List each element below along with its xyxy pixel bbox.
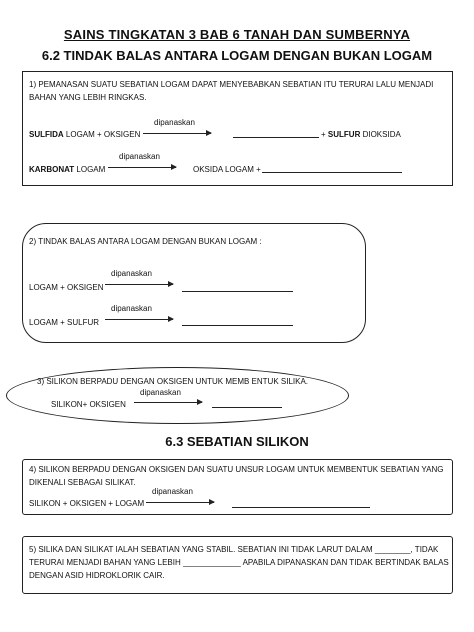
answer-blank[interactable] [212,407,282,408]
section-heading-6-2: 6.2 TINDAK BALAS ANTARA LOGAM DENGAN BUKAN LOGAM [41,48,433,63]
answer-blank[interactable] [182,291,293,292]
reactant-logam-sulfur: LOGAM + SULFUR [29,318,100,327]
arrow-label: dipanaskan [152,487,193,496]
answer-blank[interactable] [232,507,370,508]
arrow-label: dipanaskan [111,304,152,313]
answer-blank[interactable] [233,137,319,138]
page-title: SAINS TINGKATAN 3 BAB 6 TANAH DAN SUMBERNYA [63,27,411,42]
reactant-silikon-oksigen-logam: SILIKON + OKSIGEN + LOGAM [29,499,145,508]
question-2-text: 2) TINDAK BALAS ANTARA LOGAM DENGAN BUKAN LOGAM : [29,237,262,246]
answer-blank[interactable] [182,325,293,326]
section-heading-6-3: 6.3 SEBATIAN SILIKON [165,434,309,449]
reaction-arrow [146,502,214,503]
product-oksida-logam: OKSIDA LOGAM + [193,165,261,174]
arrow-label: dipanaskan [119,152,160,161]
question-1-text: 1) PEMANASAN SUATU SEBATIAN LOGAM DAPAT MENYEBABKAN SEBATIAN ITU TERURAI LALU MENJADI BAHAN YANG LEBIH RINGKAS. [29,80,434,102]
reaction-arrow [105,319,173,320]
answer-blank[interactable]: _____________ [182,558,241,567]
arrow-label: dipanaskan [111,269,152,278]
arrow-label: dipanaskan [140,388,181,397]
reaction-arrow [134,402,202,403]
reactant-karbonat: KARBONAT LOGAM [29,165,106,174]
reactant-logam-oksigen: LOGAM + OKSIGEN [29,283,104,292]
product-sulfur-dioksida: + SULFUR DIOKSIDA [321,130,401,139]
answer-blank[interactable]: ________ [374,545,411,554]
question-4-text: 4) SILIKON BERPADU DENGAN OKSIGEN DAN SUATU UNSUR LOGAM UNTUK MEMBENTUK SEBATIAN YANG DIKENALI SEBAGAI SILIKAT. [29,465,444,487]
question-5-text: 5) SILIKA DAN SILIKAT IALAH SEBATIAN YANG STABIL. SEBATIAN INI TIDAK LARUT DALAM ________, TIDAK TERURAI MENJADI BAHAN YANG LEBIH _____________ APABILA DIPANASKAN DAN TIDAK BERTINDAK BALAS DENGAN ASID HIDROKLORIK CAIR. [29,545,449,580]
reaction-arrow [108,167,176,168]
reaction-arrow [143,133,211,134]
answer-blank[interactable] [262,172,402,173]
reaction-arrow [105,284,173,285]
question-3-text: 3) SILIKON BERPADU DENGAN OKSIGEN UNTUK MEMB ENTUK SILIKA. [37,377,309,386]
reactant-sulfida: SULFIDA LOGAM + OKSIGEN [29,130,141,139]
arrow-label: dipanaskan [154,118,195,127]
reactant-silikon-oksigen: SILIKON+ OKSIGEN [51,400,126,409]
